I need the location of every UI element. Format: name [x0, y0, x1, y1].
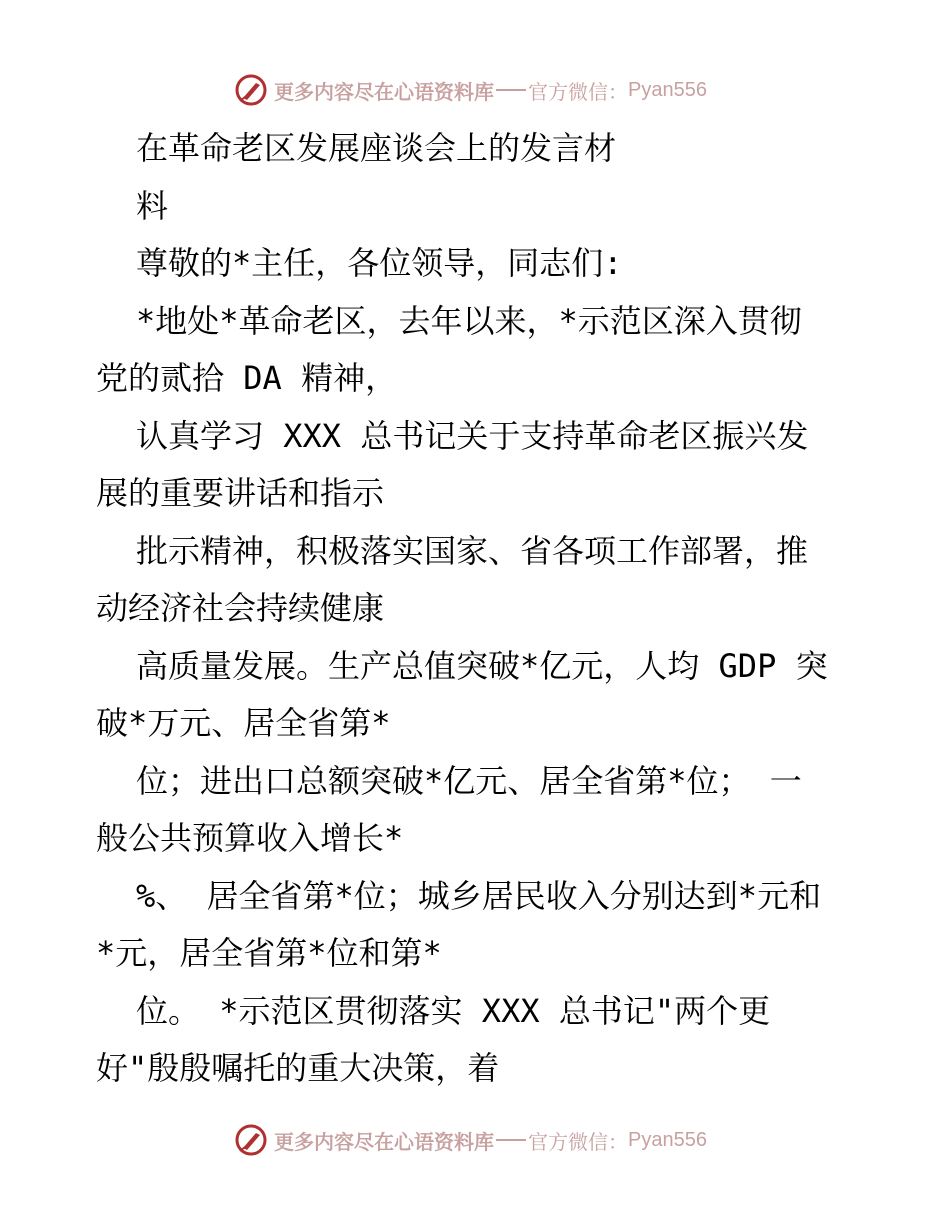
watermark-dash	[496, 89, 526, 91]
text-line: *元，居全省第*位和第*	[96, 934, 442, 972]
watermark-wechat-id: Pyan556	[628, 1128, 707, 1151]
watermark-main-text: 更多内容尽在心语资料库	[274, 1129, 494, 1154]
text-line: 好"殷殷嘱托的重大决策，着	[96, 1049, 500, 1087]
quill-logo-icon	[234, 1123, 268, 1157]
text-line: 位。 *示范区贯彻落实 XXX 总书记"两个更	[136, 991, 771, 1030]
text-line: 认真学习 XXX 总书记关于支持革命老区振兴发	[136, 416, 809, 455]
text-line: 般公共预算收入增长*	[96, 819, 404, 857]
text-line: 尊敬的*主任，各位领导，同志们:	[136, 244, 623, 282]
watermark-sub-text: 官方微信：	[528, 79, 628, 104]
quill-logo-icon	[234, 73, 268, 107]
document-body	[96, 120, 856, 1098]
watermark-wechat-id: Pyan556	[628, 78, 707, 101]
text-line: 党的贰拾 DA 精神，	[96, 359, 398, 397]
text-line: 破*万元、居全省第*	[96, 704, 391, 742]
text-line: 展的重要讲话和指示	[96, 474, 385, 512]
text-line: 在革命老区发展座谈会上的发言材	[136, 129, 617, 167]
text-line: *地处*革命老区，去年以来，*示范区深入贯彻	[136, 301, 802, 340]
watermark-footer	[234, 1120, 707, 1160]
text-line: 位；进出口总额突破*亿元、居全省第*位； 一	[136, 761, 802, 800]
text-line: 料	[136, 186, 169, 225]
text-line: 高质量发展。生产总值突破*亿元，人均 GDP 突	[136, 646, 828, 685]
text-line: %、 居全省第*位；城乡居民收入分别达到*元和	[136, 876, 822, 915]
text-line: 动经济社会持续健康	[96, 589, 385, 627]
text-line: 批示精神，积极落实国家、省各项工作部署，推	[136, 531, 809, 570]
watermark-header	[234, 70, 707, 110]
watermark-main-text: 更多内容尽在心语资料库	[274, 79, 494, 104]
watermark-sub-text: 官方微信：	[528, 1129, 628, 1154]
watermark-dash	[496, 1139, 526, 1141]
